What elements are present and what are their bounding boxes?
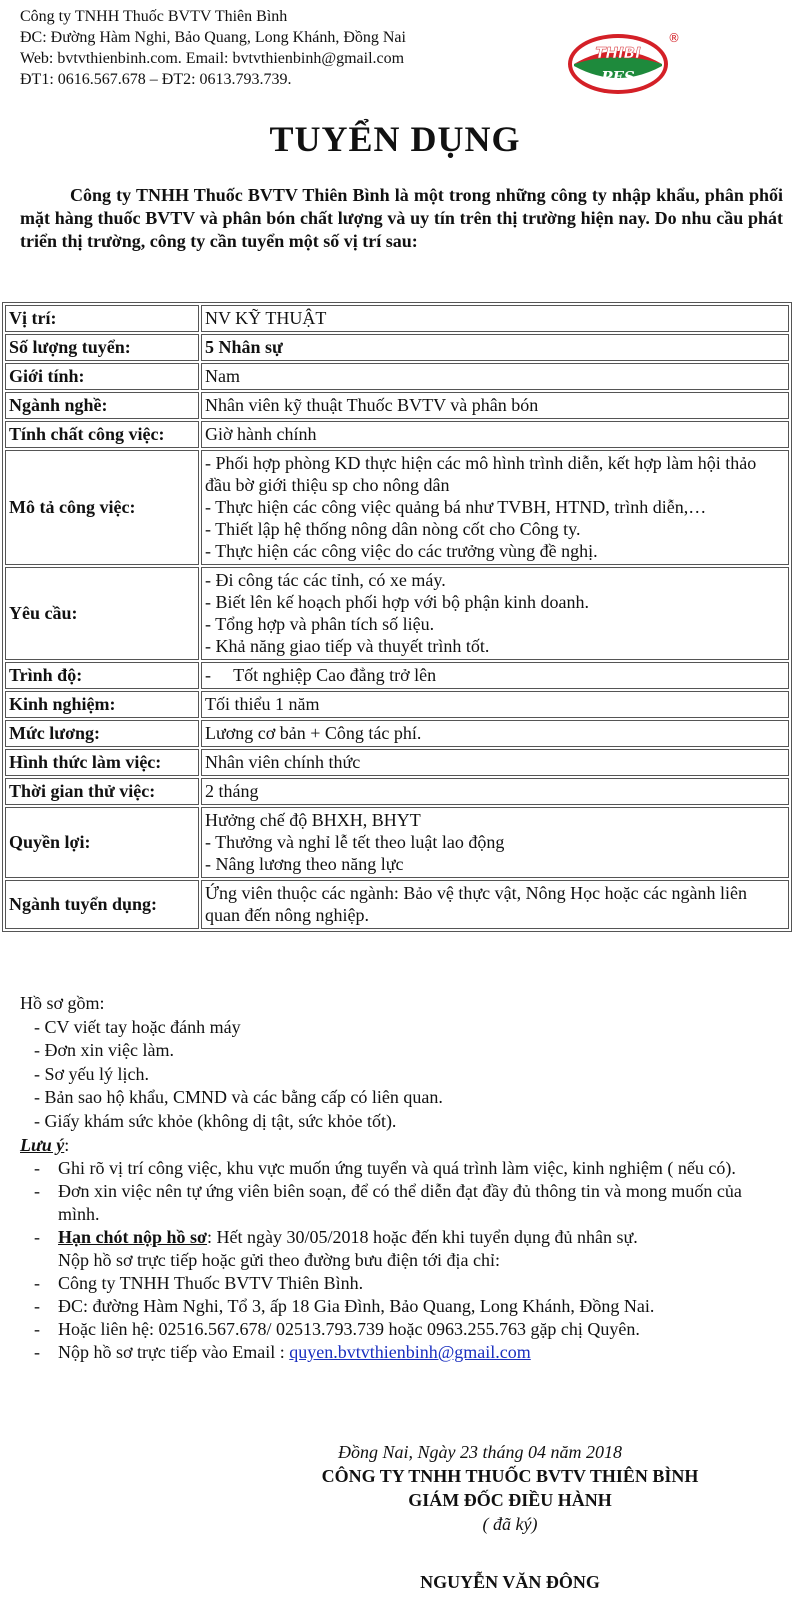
table-row (5, 450, 789, 565)
list-item (20, 1295, 760, 1318)
note-text: Đơn xin việc nên tự ứng viên biên soạn, để có thể diễn đạt đầy đủ thông tin và mong muốn của mình. (58, 1181, 742, 1224)
dash-bullet: - (34, 1181, 40, 1201)
list-item: - Đơn xin việc làm. (34, 1040, 174, 1060)
logo-bottom-text: PES (601, 68, 635, 86)
trial-label: Thời gian thử việc: (5, 778, 199, 805)
dash-bullet: - (34, 1158, 40, 1178)
description-line: - Thực hiện các công việc quảng bá như TVBH, HTND, trình diễn,… (205, 497, 707, 517)
benefits-value (201, 807, 789, 878)
education-value: - Tốt nghiệp Cao đẳng trở lên (201, 662, 789, 689)
registered-mark: ® (668, 31, 680, 45)
dash-bullet: - (34, 1227, 40, 1247)
experience-label: Kinh nghiệm: (5, 691, 199, 718)
position-value: NV KỸ THUẬT (201, 305, 789, 332)
email-link[interactable]: quyen.bvtvthienbinh@gmail.com (289, 1342, 531, 1362)
table-row (5, 778, 789, 805)
description-label: Mô tả công việc: (5, 450, 199, 565)
table-row (5, 662, 789, 689)
dash-bullet: - (34, 1342, 40, 1362)
thibi-pes-logo (566, 28, 686, 98)
education-label: Trình độ: (5, 662, 199, 689)
gender-value: Nam (201, 363, 789, 390)
list-item (20, 1180, 760, 1226)
signer-name: NGUYỄN VĂN ĐÔNG (420, 1572, 600, 1592)
nature-label: Tính chất công việc: (5, 421, 199, 448)
page-title: TUYỂN DỤNG (269, 119, 521, 159)
documents-section (20, 992, 443, 1133)
notes-colon: : (64, 1135, 70, 1155)
notes-section (20, 1134, 760, 1364)
table-row (5, 880, 789, 929)
salary-label: Mức lương: (5, 720, 199, 747)
list-item (20, 1341, 760, 1364)
list-item (20, 1272, 760, 1295)
table-row (5, 691, 789, 718)
table-row (5, 392, 789, 419)
note-text: Hoặc liên hệ: 02516.567.678/ 02513.793.739 hoặc 0963.255.763 gặp chị Quyên. (58, 1319, 640, 1339)
note-text: Ghi rõ vị trí công việc, khu vực muốn ứng tuyển và quá trình làm việc, kinh nghiệm ( nếu có). (58, 1158, 736, 1178)
list-item: - Bản sao hộ khẩu, CMND và các bằng cấp có liên quan. (34, 1087, 443, 1107)
benefit-line: Hưởng chế độ BHXH, BHYT (205, 810, 421, 830)
table-row (5, 749, 789, 776)
company-name: Công ty TNHH Thuốc BVTV Thiên Bình (20, 8, 288, 25)
documents-heading: Hồ sơ gồm: (20, 993, 105, 1013)
list-item (20, 1226, 760, 1272)
benefits-label: Quyền lợi: (5, 807, 199, 878)
description-value (201, 450, 789, 565)
quantity-value: 5 Nhân sự (201, 334, 789, 361)
requirements-value (201, 567, 789, 660)
requirement-line: - Đi công tác các tỉnh, có xe máy. (205, 570, 446, 590)
company-phones: ĐT1: 0616.567.678 – ĐT2: 0613.793.739. (20, 71, 292, 88)
description-line: - Thiết lập hệ thống nông dân nòng cốt cho Công ty. (205, 519, 581, 539)
field-value: Ứng viên thuộc các ngành: Bảo vệ thực vật, Nông Học hoặc các ngành liên quan đến nông nghiệp. (201, 880, 789, 929)
deadline-continuation: Nộp hồ sơ trực tiếp hoặc gửi theo đường bưu điện tới địa chỉ: (58, 1250, 501, 1270)
note-text: Công ty TNHH Thuốc BVTV Thiên Bình. (58, 1273, 364, 1293)
table-row (5, 363, 789, 390)
signature-company: CÔNG TY TNHH THUỐC BVTV THIÊN BÌNH (321, 1466, 699, 1486)
dash-bullet: - (34, 1296, 40, 1316)
company-address: ĐC: Đường Hàm Nghi, Bảo Quang, Long Khánh, Đồng Nai (20, 29, 406, 46)
benefit-line: - Nâng lương theo năng lực (205, 854, 404, 874)
deadline-text: : Hết ngày 30/05/2018 hoặc đến khi tuyển dụng đủ nhân sự. (207, 1227, 638, 1247)
table-row (5, 720, 789, 747)
deadline-label: Hạn chót nộp hồ sơ (58, 1227, 208, 1247)
work-form-value: Nhân viên chính thức (201, 749, 789, 776)
requirements-label: Yêu cầu: (5, 567, 199, 660)
table-row (5, 305, 789, 332)
dash-bullet: - (34, 1273, 40, 1293)
requirement-line: - Biết lên kế hoạch phối hợp với bộ phận kinh doanh. (205, 592, 589, 612)
signature-role: GIÁM ĐỐC ĐIỀU HÀNH (408, 1490, 612, 1510)
notes-list (20, 1157, 760, 1364)
experience-value: Tối thiểu 1 năm (201, 691, 789, 718)
notes-heading: Lưu ý (20, 1135, 65, 1155)
list-item (20, 1318, 760, 1341)
note-text: ĐC: đường Hàm Nghi, Tổ 3, ấp 18 Gia Đình, Bảo Quang, Long Khánh, Đồng Nai. (58, 1296, 655, 1316)
job-details-table (2, 302, 792, 932)
work-form-label: Hình thức làm việc: (5, 749, 199, 776)
list-item (20, 1157, 760, 1180)
logo-top-text: THIBI (595, 44, 641, 62)
benefit-line: - Thưởng và nghỉ lễ tết theo luật lao động (205, 832, 505, 852)
table-row (5, 567, 789, 660)
requirement-line: - Khả năng giao tiếp và thuyết trình tốt. (205, 636, 490, 656)
signature-date: Đồng Nai, Ngày 23 tháng 04 năm 2018 (337, 1442, 622, 1462)
gender-label: Giới tính: (5, 363, 199, 390)
requirement-line: - Tổng hợp và phân tích số liệu. (205, 614, 435, 634)
signature-block (290, 1440, 730, 1594)
company-web-email: Web: bvtvthienbinh.com. Email: bvtvthienbinh@gmail.com (20, 50, 405, 67)
table-row (5, 421, 789, 448)
signature-signed: ( đã ký) (482, 1514, 538, 1534)
industry-label: Ngành nghề: (5, 392, 199, 419)
intro-paragraph: Công ty TNHH Thuốc BVTV Thiên Bình là một trong những công ty nhập khẩu, phân phối mặt hàng thuốc BVTV và phân bón chất lượng và uy tín trên thị trường hiện nay. Do nhu cầu phát triển thị trường, công ty cần tuyển một số vị trí sau: (20, 185, 783, 251)
industry-value: Nhân viên kỹ thuật Thuốc BVTV và phân bón (201, 392, 789, 419)
salary-value: Lương cơ bản + Công tác phí. (201, 720, 789, 747)
nature-value: Giờ hành chính (201, 421, 789, 448)
table-row (5, 807, 789, 878)
list-item: - Giấy khám sức khỏe (không dị tật, sức khỏe tốt). (34, 1110, 397, 1131)
field-label: Ngành tuyển dụng: (5, 880, 199, 929)
notes-heading-line (20, 1134, 760, 1157)
position-label: Vị trí: (5, 305, 199, 332)
trial-value: 2 tháng (201, 778, 789, 805)
table-row (5, 334, 789, 361)
list-item: - Sơ yếu lý lịch. (34, 1063, 150, 1084)
dash-bullet: - (34, 1319, 40, 1339)
email-prefix: Nộp hồ sơ trực tiếp vào Email : (58, 1342, 290, 1362)
company-header (20, 6, 406, 90)
list-item: - CV viết tay hoặc đánh máy (34, 1016, 241, 1037)
description-line: - Thực hiện các công việc do các trưởng vùng đề nghị. (205, 541, 598, 561)
quantity-label: Số lượng tuyển: (5, 334, 199, 361)
description-line: - Phối hợp phòng KD thực hiện các mô hình trình diễn, kết hợp làm hội thảo đầu bờ giới thiệu sp cho nông dân (205, 453, 757, 495)
